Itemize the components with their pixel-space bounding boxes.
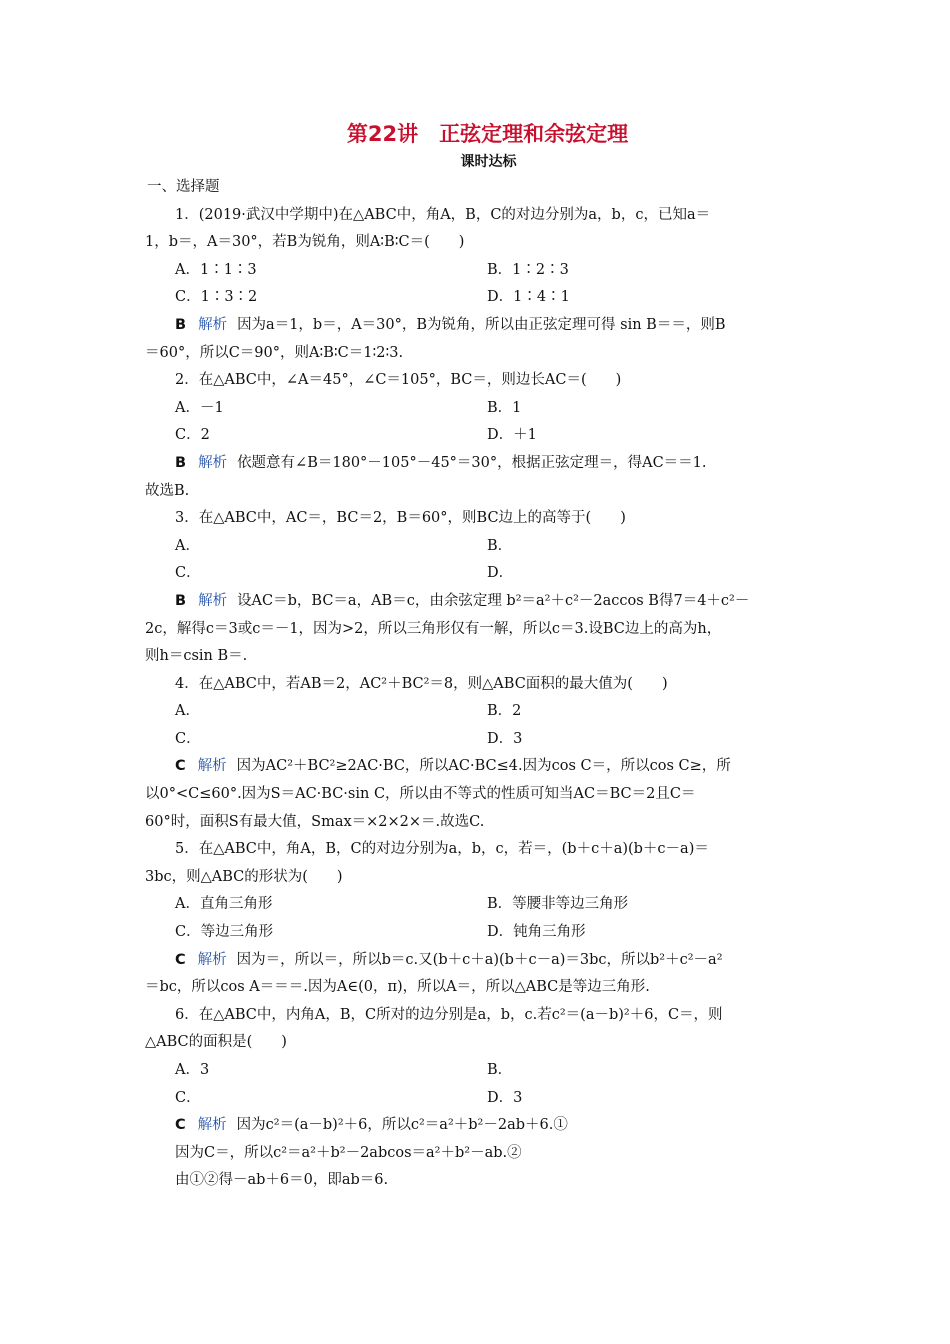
option-d: D．钝角三角形 — [487, 924, 586, 941]
question-stem-line: 2．在△ABC中，∠A＝45°，∠C＝105°，BC＝，则边长AC＝( ) — [175, 372, 622, 389]
option-b: B．1 — [487, 399, 522, 416]
option-b: B．1∶2∶3 — [487, 261, 569, 278]
page-subtitle: 课时达标 — [460, 154, 517, 170]
option-d: D．3 — [487, 1089, 523, 1106]
analysis-line: B 解析 依题意有∠B＝180°－105°－45°＝30°，根据正弦定理＝，得AC＝＝1. — [175, 454, 707, 471]
analysis-label: 解析 — [197, 758, 227, 775]
option-a: A．3 — [175, 1062, 210, 1078]
analysis-label: 解析 — [197, 951, 227, 968]
analysis-line: C 解析 因为AC²＋BC²≥2AC·BC，所以AC·BC≤4.因为cos C＝，所以cos C≥，所 — [175, 758, 731, 775]
answer-letter: C — [175, 951, 186, 968]
question-stem-line: 1．(2019·武汉中学期中)在△ABC中，角A，B，C的对边分别为a，b，c，已知a＝ — [175, 206, 711, 223]
analysis-line: 故选B. — [145, 482, 190, 499]
page-title: 第22讲 正弦定理和余弦定理 — [346, 122, 629, 146]
answer-letter: C — [175, 1117, 186, 1134]
option-d: D． — [487, 565, 514, 582]
analysis-label: 解析 — [197, 1117, 227, 1134]
option-a: A．直角三角形 — [175, 896, 273, 913]
question-6 — [145, 1002, 810, 1195]
analysis-label: 解析 — [198, 316, 228, 333]
option-c: C．1∶3∶2 — [175, 289, 258, 306]
analysis-line: 以0°<C≤60°.因为S＝AC·BC·sin C，所以由不等式的性质可知当AC＝BC＝2且C＝ — [145, 786, 696, 803]
section-heading: 一、选择题 — [147, 179, 220, 195]
analysis-line: ＝bc，所以cos A＝＝＝.因为A∈(0，π)，所以A＝，所以△ABC是等边三角形. — [145, 979, 650, 996]
question-stem-line: 3bc，则△ABC的形状为( ) — [145, 868, 343, 885]
analysis-line: 因为C＝，所以c²＝a²＋b²－2abcos＝a²＋b²－ab.② — [175, 1144, 522, 1161]
option-a: A．1∶1∶3 — [175, 261, 257, 278]
answer-letter: C — [175, 758, 186, 775]
question-stem-line: 1，b＝，A＝30°，若B为锐角，则A∶B∶C＝( ) — [145, 234, 465, 251]
option-c: C．等边三角形 — [175, 924, 274, 941]
question-stem-line: 6．在△ABC中，内角A，B，C所对的边分别是a，b，c.若c²＝(a－b)²＋6，C＝，则 — [175, 1006, 723, 1023]
option-c: C． — [175, 730, 201, 747]
option-d: D．＋1 — [487, 427, 537, 444]
document-page — [145, 118, 810, 1195]
option-a: A． — [175, 703, 200, 720]
question-stem-line: 5．在△ABC中，角A，B，C的对边分别为a，b，c，若＝，(b＋c＋a)(b＋c－a)＝ — [175, 841, 709, 858]
analysis-label: 解析 — [198, 454, 228, 471]
option-b: B．2 — [487, 703, 522, 720]
option-d: D．1∶4∶1 — [487, 289, 570, 306]
question-stem-line: △ABC的面积是( ) — [145, 1034, 287, 1051]
analysis-line: 2c，解得c＝3或c＝－1，因为>2，所以三角形仅有一解，所以c＝3.设BC边上的高为h， — [145, 620, 722, 637]
answer-letter: B — [175, 454, 187, 471]
option-b: B． — [487, 1062, 513, 1078]
option-b: B．等腰非等边三角形 — [487, 896, 629, 913]
answer-letter: B — [175, 592, 187, 609]
analysis-line: 60°时，面积S有最大值，Smax＝×2×2×＝.故选C. — [145, 813, 485, 830]
analysis-line: B 解析 设AC＝b，BC＝a，AB＝c，由余弦定理 b²＝a²＋c²－2accos B得7＝4＋c²－ — [175, 592, 750, 609]
answer-letter: B — [175, 316, 187, 333]
analysis-line: B 解析 因为a＝1，b＝，A＝30°，B为锐角，所以由正弦定理可得 sin B＝＝，则B — [175, 316, 726, 333]
question-stem-line: 3．在△ABC中，AC＝，BC＝2，B＝60°，则BC边上的高等于( ) — [175, 510, 626, 527]
question-1 — [145, 202, 810, 368]
question-2 — [145, 367, 810, 505]
analysis-line: C 解析 因为＝，所以＝，所以b＝c.又(b＋c＋a)(b＋c－a)＝3bc，所以b²＋c²－a² — [175, 951, 723, 968]
option-d: D．3 — [487, 730, 523, 747]
analysis-line: 则h＝csin B＝. — [145, 648, 248, 665]
analysis-line: C 解析 因为c²＝(a－b)²＋6，所以c²＝a²＋b²－2ab＋6.① — [175, 1117, 568, 1134]
analysis-line: 由①②得－ab＋6＝0，即ab＝6. — [175, 1172, 389, 1189]
option-c: C．2 — [175, 427, 210, 444]
option-a: A． — [175, 537, 200, 554]
question-4 — [145, 671, 810, 837]
analysis-label: 解析 — [198, 592, 228, 609]
option-a: A．－1 — [175, 399, 224, 416]
analysis-line: ＝60°，所以C＝90°，则A∶B∶C＝1∶2∶3. — [145, 344, 404, 361]
question-stem-line: 4．在△ABC中，若AB＝2，AC²＋BC²＝8，则△ABC面积的最大值为( ) — [175, 675, 668, 692]
option-b: B． — [487, 537, 513, 554]
question-5 — [145, 836, 810, 1002]
question-3 — [145, 505, 810, 671]
option-c: C． — [175, 1089, 201, 1106]
option-c: C． — [175, 565, 201, 582]
